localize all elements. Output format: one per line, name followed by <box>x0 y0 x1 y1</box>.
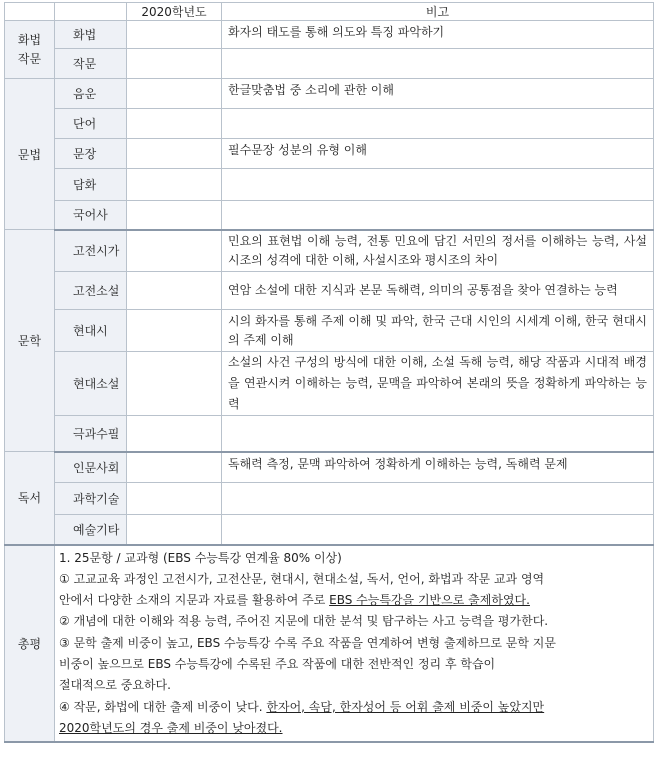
header-blank-category <box>5 3 55 21</box>
year-cell <box>127 352 222 416</box>
year-cell <box>127 310 222 352</box>
summary-row <box>5 545 654 743</box>
year-cell <box>127 483 222 515</box>
subcategory: 과학기술 <box>55 483 127 515</box>
note-cell: 한글맞춤법 중 소리에 관한 이해 <box>222 79 654 109</box>
table-row <box>5 230 654 272</box>
year-cell <box>127 201 222 230</box>
summary-underlined-text: 2020학년도의 경우 출제 비중이 낮아졌다. <box>59 720 283 735</box>
subcategory: 화법 <box>55 21 127 49</box>
subcategory: 담화 <box>55 169 127 201</box>
category-grammar: 문법 <box>5 79 55 230</box>
year-cell <box>127 416 222 452</box>
summary-line <box>59 697 649 718</box>
summary-line: ② 개념에 대한 이해와 적용 능력, 주어진 지문에 대한 분석 및 탐구하는 사고 능력을 평가한다. <box>59 614 549 629</box>
table-row <box>5 352 654 416</box>
year-cell <box>127 139 222 169</box>
table-row <box>5 515 654 545</box>
note-cell <box>222 515 654 545</box>
exam-analysis-table <box>4 2 654 743</box>
subcategory: 단어 <box>55 109 127 139</box>
category-summary: 총평 <box>5 545 55 743</box>
summary-underlined-text: EBS 수능특강을 기반으로 출제하였다. <box>329 593 530 608</box>
note-cell: 필수문장 성분의 유형 이해 <box>222 139 654 169</box>
year-cell <box>127 49 222 79</box>
category-literature: 문학 <box>5 230 55 452</box>
note-cell <box>222 416 654 452</box>
summary-line: ③ 문학 출제 비중이 높고, EBS 수능특강 수록 주요 작품을 연계하여 변형 출제하므로 문학 지문 <box>59 635 556 650</box>
table-row <box>5 416 654 452</box>
subcategory: 현대소설 <box>55 352 127 416</box>
summary-line: ① 고교교육 과정인 고전시가, 고전산문, 현대시, 현대소설, 독서, 언어, 화법과 작문 교과 영역 <box>59 571 545 586</box>
table-row <box>5 272 654 310</box>
note-cell <box>222 109 654 139</box>
summary-text: 안에서 다양한 소재의 지문과 자료를 활용하여 주로 <box>59 593 330 608</box>
summary-line: 1. 25문항 / 교과형 (EBS 수능특강 연계율 80% 이상) <box>59 550 342 565</box>
subcategory: 고전시가 <box>55 230 127 272</box>
table-row <box>5 201 654 230</box>
summary-text: ④ 작문, 화법에 대한 출제 비중이 낮다. <box>59 699 267 714</box>
table-row <box>5 310 654 352</box>
subcategory: 국어사 <box>55 201 127 230</box>
header-row <box>5 3 654 21</box>
note-cell <box>222 201 654 230</box>
table-row <box>5 79 654 109</box>
table-row <box>5 139 654 169</box>
subcategory: 문장 <box>55 139 127 169</box>
note-cell: 연암 소설에 대한 지식과 본문 독해력, 의미의 공통점을 찾아 연결하는 능력 <box>222 272 654 310</box>
note-cell <box>222 169 654 201</box>
summary-line <box>59 590 649 611</box>
summary-cell <box>55 545 654 743</box>
year-cell <box>127 230 222 272</box>
subcategory: 극과수필 <box>55 416 127 452</box>
table-row <box>5 452 654 483</box>
note-cell <box>222 49 654 79</box>
summary-underlined-text: 한자어, 속담, 한자성어 등 어휘 출제 비중이 높았지만 <box>266 699 545 714</box>
year-cell <box>127 21 222 49</box>
year-cell <box>127 272 222 310</box>
year-cell <box>127 452 222 483</box>
year-cell <box>127 169 222 201</box>
note-cell: 민요의 표현법 이해 능력, 전통 민요에 담긴 서민의 정서를 이해하는 능력, 사설시조의 성격에 대한 이해, 사설시조와 평시조의 차이 <box>222 230 654 272</box>
category-label: 화법 <box>17 32 42 47</box>
header-note: 비고 <box>222 3 654 21</box>
note-cell: 소설의 사건 구성의 방식에 대한 이해, 소설 독해 능력, 해당 작품과 시대적 배경을 연관시켜 이해하는 능력, 문맥을 파악하여 본래의 뜻을 정확하게 파악하는 능력 <box>222 352 654 416</box>
header-year: 2020학년도 <box>127 3 222 21</box>
subcategory: 현대시 <box>55 310 127 352</box>
category-reading: 독서 <box>5 452 55 545</box>
year-cell <box>127 515 222 545</box>
note-cell: 시의 화자를 통해 주제 이해 및 파악, 한국 근대 시인의 시세계 이해, 한국 현대시의 주제 이해 <box>222 310 654 352</box>
summary-line <box>59 718 649 739</box>
year-cell <box>127 79 222 109</box>
subcategory: 인문사회 <box>55 452 127 483</box>
note-cell: 독해력 측정, 문맥 파악하여 정확하게 이해하는 능력, 독해력 문제 <box>222 452 654 483</box>
table-row <box>5 109 654 139</box>
table-row <box>5 483 654 515</box>
table-row <box>5 49 654 79</box>
year-cell <box>127 109 222 139</box>
header-blank-sub <box>55 3 127 21</box>
category-speech-writing <box>5 21 55 79</box>
subcategory: 예술기타 <box>55 515 127 545</box>
subcategory: 고전소설 <box>55 272 127 310</box>
summary-line: 비중이 높으므로 EBS 수능특강에 수록된 주요 작품에 대한 전반적인 정리 후 학습이 <box>59 656 496 671</box>
table-row <box>5 169 654 201</box>
category-label: 작문 <box>17 51 42 66</box>
note-cell: 화자의 태도를 통해 의도와 특징 파악하기 <box>222 21 654 49</box>
subcategory: 음운 <box>55 79 127 109</box>
subcategory: 작문 <box>55 49 127 79</box>
table-row <box>5 21 654 49</box>
exam-analysis-table-wrap <box>4 2 653 743</box>
summary-line: 절대적으로 중요하다. <box>59 678 171 693</box>
note-cell <box>222 483 654 515</box>
